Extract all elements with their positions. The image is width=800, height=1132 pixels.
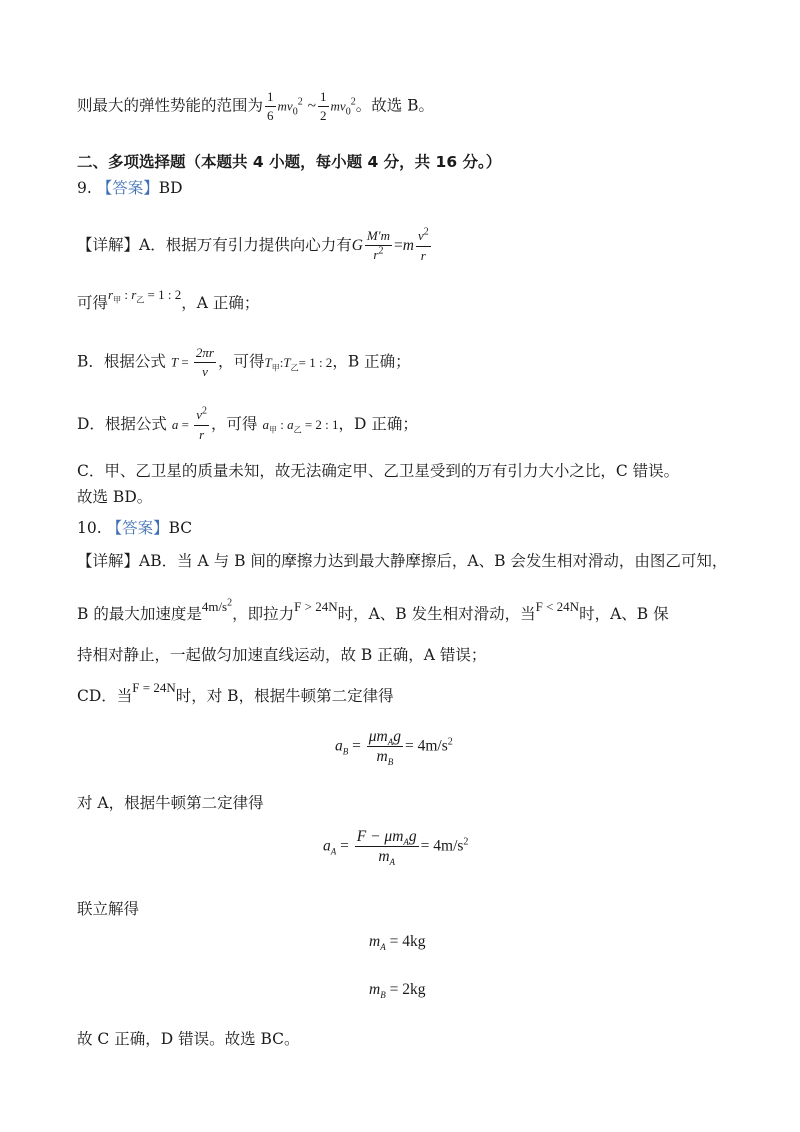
equation-mB: $m_B = 2kg$ (369, 981, 426, 1001)
equation-aB: $a_B$ = $\frac{\mu m_Ag}{m_B}$ = $4m/s^2$ (335, 728, 453, 768)
q10-line-2: B 的最大加速度是$^{4m/s^2}$，即拉力$^{F > 24N}$时，A、B 发生相对滑动，当$^{F < 24N}$时，A、B 保 (77, 597, 669, 623)
q10-line-3: 持相对静止，一起做匀加速直线运动，故 B 正确，A 错误； (77, 646, 487, 664)
line-elastic-energy-range: 则最大的弹性势能的范围为 $\frac{1}{6}$ $mv_0^2$ ~ $\frac{1}{2}$ $mv_0^2$。故选 B。 (77, 89, 435, 123)
fraction-centripetal: $\frac{v^2}{r}$ (417, 226, 429, 263)
q10-detail-ab: 【详解】AB．当 A 与 B 间的摩擦力达到最大静摩擦后，A、B 会发生相对滑动，由图乙可知， (77, 552, 728, 570)
q9-detail-b: B．根据公式 T = $\frac{2\pi r}{v}$ ，可得$T_甲:T_乙= 1$ : 2，B 正确； (77, 345, 411, 379)
detail-tag: 【详解】 (77, 236, 140, 254)
q9-detail-c: C．甲、乙卫星的质量未知，故无法确定甲、乙卫星受到的万有引力大小之比，C 错误。 (77, 462, 680, 480)
q10-conclusion: 故 C 正确，D 错误。故选 BC。 (77, 1030, 300, 1048)
fraction-aA: $\frac{F - \mu m_Ag}{m_A}$ (356, 828, 417, 868)
q10-for-a: 对 A，根据牛顿第二定律得 (77, 794, 264, 812)
equation-mA: $m_A = 4kg$ (369, 933, 426, 953)
fraction-gravity: $\frac{M'm}{r^2}$ (366, 228, 390, 262)
q10-solve: 联立解得 (77, 900, 140, 918)
detail-tag: 【详解】 (77, 552, 140, 570)
q10-answer: 10. 【答案】BC (77, 519, 193, 537)
q9-answer: 9. 【答案】BD (77, 179, 183, 197)
q9-conclusion: 故选 BD。 (77, 488, 153, 506)
fraction-aB: $\frac{\mu m_Ag}{m_B}$ (368, 728, 401, 768)
fraction-one-sixth: $\frac{1}{6}$ (267, 89, 274, 123)
fraction-period: $\frac{2\pi r}{v}$ (195, 345, 214, 379)
fraction-acceleration: $\frac{v^2}{r}$ (196, 405, 207, 442)
answer-tag: 【答案】 (106, 519, 169, 537)
q9-ratio-r: 可得$^{r_甲 : r_乙 = 1 : 2}$，A 正确； (77, 287, 260, 312)
q9-detail-a: 【详解】A．根据万有引力提供向心力有G $\frac{M'm}{r^2}$ =m $\frac{v^2}{r}$ (77, 226, 429, 263)
fraction-one-half: $\frac{1}{2}$ (320, 89, 327, 123)
equation-aA: $a_A$ = $\frac{F - \mu m_Ag}{m_A}$ = $4m/s^2$ (323, 828, 469, 868)
section-title: 二、多项选择题（本题共 4 小题，每小题 4 分，共 16 分。） (77, 153, 502, 171)
q10-detail-cd: CD．当$^{F = 24N}$时，对 B，根据牛顿第二定律得 (77, 680, 394, 705)
answer-tag: 【答案】 (96, 179, 159, 197)
q9-detail-d: D．根据公式 a = $\frac{v^2}{r}$ ，可得 $a_甲$ : $a_乙 = 2$ : 1，D 正确； (77, 405, 418, 442)
